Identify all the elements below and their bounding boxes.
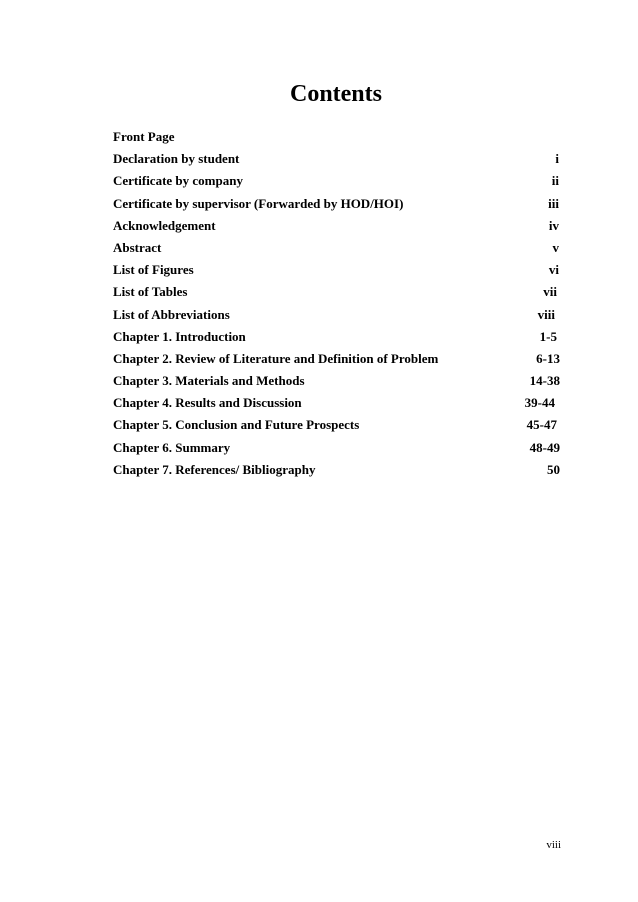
toc-entry-label: List of Tables <box>113 284 188 300</box>
toc-entry-label: List of Abbreviations <box>113 306 230 322</box>
toc-entry-chapter-2 <box>113 348 563 370</box>
toc-entry-chapter-5 <box>113 414 563 436</box>
toc-entry-page: 14-38 <box>529 373 560 389</box>
toc-entry-front-page <box>113 126 563 148</box>
toc-entry-label: Chapter 1. Introduction <box>113 328 246 344</box>
toc-entry-label: Chapter 3. Materials and Methods <box>113 373 305 389</box>
table-of-contents <box>113 126 563 481</box>
toc-entry-page: i <box>555 151 559 167</box>
toc-entry-label: Chapter 5. Conclusion and Future Prospects <box>113 417 360 433</box>
toc-entry-chapter-7 <box>113 459 563 481</box>
toc-entry-label: Chapter 6. Summary <box>113 439 231 455</box>
toc-entry-chapter-1 <box>113 326 563 348</box>
toc-entry-label: Acknowledgement <box>113 217 216 233</box>
toc-entry-page: iii <box>548 195 559 211</box>
toc-entry-list-of-abbreviations <box>113 304 563 326</box>
toc-entry-chapter-4 <box>113 392 563 414</box>
toc-entry-list-of-tables <box>113 281 563 303</box>
toc-entry-label: Front Page <box>113 129 175 144</box>
toc-entry-label: Abstract <box>113 239 162 255</box>
toc-entry-page: 48-49 <box>529 439 560 455</box>
toc-entry-company-certificate <box>113 170 563 192</box>
toc-entry-page: ii <box>551 173 559 189</box>
toc-entry-page: 39-44 <box>524 395 555 411</box>
toc-entry-label: List of Figures <box>113 262 194 278</box>
toc-entry-acknowledgement <box>113 215 563 237</box>
toc-entry-abstract <box>113 237 563 259</box>
toc-entry-page: vii <box>543 284 557 300</box>
toc-entry-label: Certificate by company <box>113 173 243 189</box>
toc-entry-page: 45-47 <box>526 417 557 433</box>
page-number: viii <box>546 839 561 851</box>
toc-entry-label: Declaration by student <box>113 151 240 167</box>
toc-entry-supervisor-certificate <box>113 193 563 215</box>
toc-entry-label: Chapter 2. Review of Literature and Definition of Problem <box>113 350 439 366</box>
toc-entry-page: 1-5 <box>539 328 557 344</box>
toc-entry-label: Chapter 4. Results and Discussion <box>113 395 302 411</box>
toc-entry-page: v <box>552 239 559 255</box>
toc-entry-page: 50 <box>547 461 560 477</box>
toc-entry-page: viii <box>537 306 555 322</box>
toc-entry-label: Certificate by supervisor (Forwarded by HOD/HOI) <box>113 195 404 211</box>
toc-entry-page: 6-13 <box>536 350 560 366</box>
toc-entry-page: iv <box>548 217 559 233</box>
toc-entry-chapter-3 <box>113 370 563 392</box>
toc-entry-chapter-6 <box>113 437 563 459</box>
toc-entry-page: vi <box>548 262 559 278</box>
toc-entry-declaration <box>113 148 563 170</box>
toc-entry-label: Chapter 7. References/ Bibliography <box>113 461 316 477</box>
toc-entry-list-of-figures <box>113 259 563 281</box>
page-title: Contents <box>289 81 382 107</box>
